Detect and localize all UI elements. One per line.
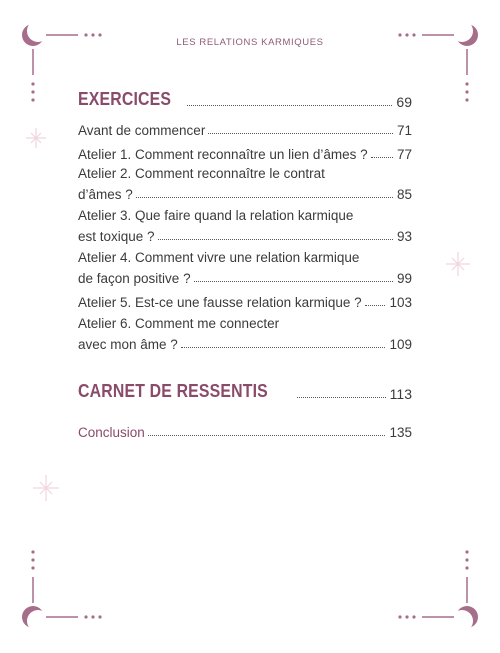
page-number: 109	[389, 337, 412, 352]
page-number: 71	[396, 123, 412, 138]
dot-leader	[194, 281, 393, 282]
toc-section-carnet[interactable]	[78, 380, 412, 402]
dot-leader	[136, 197, 393, 198]
toc-section-exercices[interactable]	[78, 88, 412, 110]
entry-title-line1: Atelier 2. Comment reconnaître le contrat	[78, 166, 325, 181]
dot-leader	[297, 397, 386, 398]
page-number: 99	[396, 271, 412, 286]
section-title: EXERCICES	[78, 89, 172, 109]
dot-leader	[365, 305, 386, 306]
entry-title: Atelier 5. Est-ce une fausse relation karmique ?	[78, 295, 362, 310]
entry-title-line1: Atelier 4. Comment vivre une relation karmique	[78, 250, 360, 265]
toc-entry[interactable]	[78, 120, 412, 138]
dot-leader	[148, 435, 386, 436]
dot-leader	[187, 105, 393, 106]
page-number: 93	[396, 229, 412, 244]
entry-title-line2: d’âmes ?	[78, 187, 133, 202]
dot-leader	[208, 133, 393, 134]
toc-entry[interactable]	[78, 144, 412, 162]
page-number: 103	[389, 295, 412, 310]
entry-title-line1: Atelier 3. Que faire quand la relation karmique	[78, 208, 354, 223]
page-number: 69	[396, 94, 412, 110]
running-head: LES RELATIONS KARMIQUES	[176, 37, 324, 48]
entry-title-line2: avec mon âme ?	[78, 337, 178, 352]
page-number: 77	[396, 147, 412, 162]
conclusion-title: Conclusion	[78, 425, 145, 440]
entry-title-line2: de façon positive ?	[78, 271, 191, 286]
star-sparkle-icon	[26, 128, 46, 148]
star-sparkle-icon	[33, 475, 59, 501]
star-sparkle-icon	[446, 252, 470, 276]
entry-title-line1: Atelier 6. Comment me connecter	[78, 316, 280, 331]
page-number: 135	[389, 425, 412, 440]
page-number: 113	[389, 386, 412, 402]
crescent-moon-icon	[456, 606, 478, 628]
dot-leader	[181, 347, 386, 348]
entry-title-line2: est toxique ?	[78, 229, 155, 244]
entry-title: Avant de commencer	[78, 123, 206, 138]
crescent-moon-icon	[22, 606, 44, 628]
page-number: 85	[396, 187, 412, 202]
section-title: CARNET DE RESSENTIS	[78, 381, 268, 401]
toc-entry[interactable]	[78, 292, 412, 310]
dot-leader	[371, 157, 393, 158]
dot-leader	[158, 239, 393, 240]
entry-title: Atelier 1. Comment reconnaître un lien d’âmes ?	[78, 147, 368, 162]
toc-entry-conclusion[interactable]	[78, 422, 412, 440]
